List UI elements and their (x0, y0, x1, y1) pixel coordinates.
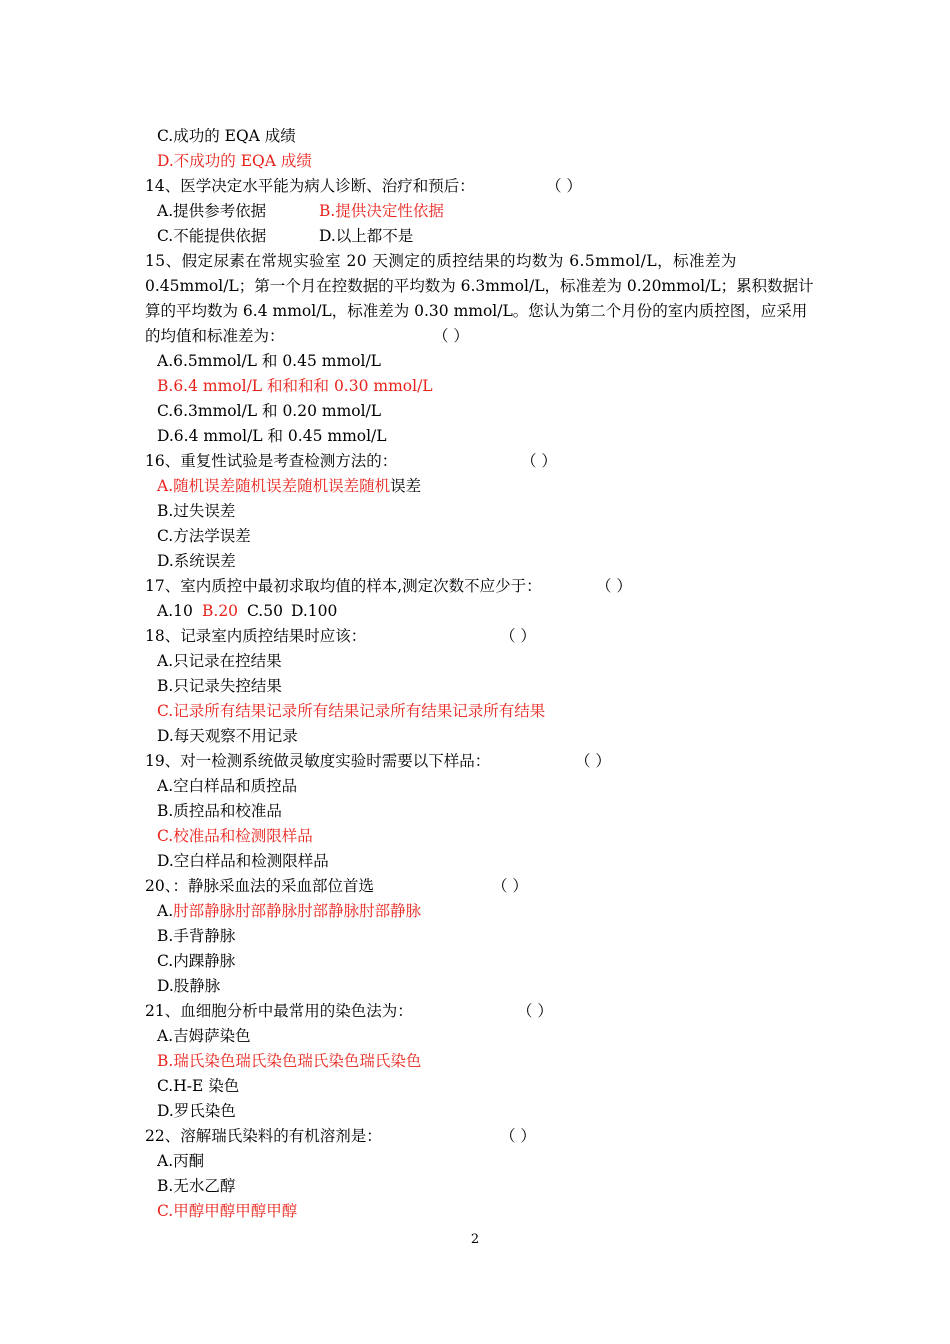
q13-option-d-answer: D.不成功的 EQA 成绩 (157, 152, 312, 170)
q16-option-a (157, 476, 421, 496)
q16-option-c: C.方法学误差 (157, 527, 251, 545)
q21-option-a: A.吉姆萨染色 (157, 1027, 251, 1045)
question-22: 22、溶解瑞氏染料的有机溶剂是： (145, 1127, 382, 1145)
q14-option-d: D.以上都不是 (319, 227, 414, 245)
q22-option-b: B.无水乙醇 (157, 1177, 236, 1195)
q19-option-d: D.空白样品和检测限样品 (157, 852, 329, 870)
q18-option-d: D.每天观察不用记录 (157, 727, 298, 745)
question-15-line-2: 0.45mmol/L；第一个月在控数据的平均数为 6.3mmol/L，标准差为 0.20mmol/L；累积数据计 (145, 277, 814, 295)
question-15-line-3: 算的平均数为 6.4 mmol/L，标准差为 0.30 mmol/L。您认为第二个月份的室内质控图，应采用 (145, 302, 808, 320)
q18-option-c-answer: C.记录所有结果记录所有结果记录所有结果记录所有结果 (157, 702, 546, 720)
q14-option-c: C.不能提供依据 (157, 227, 267, 245)
q19-option-c-answer: C.校准品和检测限样品 (157, 827, 313, 845)
question-19: 19、对一检测系统做灵敏度实验时需要以下样品： (145, 752, 491, 770)
q20-option-a (157, 901, 421, 921)
answer-paren: （ ） (500, 627, 536, 645)
q21-option-d: D.罗氏染色 (157, 1102, 236, 1120)
q17-option-b-answer: B.20 (202, 602, 239, 620)
q22-option-c-answer: C.甲醇甲醇甲醇甲醇 (157, 1202, 298, 1220)
q17-option-a: A.10 (157, 602, 193, 620)
q20-option-d: D.股静脉 (157, 977, 221, 995)
q18-option-a: A.只记录在控结果 (157, 652, 282, 670)
answer-paren: （ ） (596, 577, 632, 595)
q19-option-b: B.质控品和校准品 (157, 802, 282, 820)
question-18: 18、记录室内质控结果时应该： (145, 627, 367, 645)
q20-option-c: C.内踝静脉 (157, 952, 236, 970)
q15-option-a: A.6.5mmol/L 和 0.45 mmol/L (157, 352, 381, 370)
answer-paren: （ ） (517, 1002, 553, 1020)
q17-option-c: C.50 (247, 602, 283, 620)
q15-option-d: D.6.4 mmol/L 和 0.45 mmol/L (157, 427, 387, 445)
answer-paren: （ ） (492, 877, 528, 895)
question-16: 16、重复性试验是考查检测方法的： (145, 452, 398, 470)
q21-option-b-answer: B.瑞氏染色瑞氏染色瑞氏染色瑞氏染色 (157, 1052, 422, 1070)
q18-option-b: B.只记录失控结果 (157, 677, 282, 695)
question-14: 14、医学决定水平能为病人诊断、治疗和预后： (145, 177, 475, 195)
question-15-line-4: 的均值和标准差为： (145, 327, 285, 345)
q16-option-a-answer: A.随机误差随机误差随机误差随机 (157, 477, 391, 495)
question-15-line-1: 15、假定尿素在常规实验室 20 天测定的质控结果的均数为 6.5mmol/L，标准差为 (145, 252, 737, 270)
q20-option-b: B.手背静脉 (157, 927, 236, 945)
q19-option-a: A.空白样品和质控品 (157, 777, 298, 795)
q17-option-d: D.100 (291, 602, 338, 620)
page-number: 2 (470, 1232, 480, 1247)
q20-option-a-answer: 肘部静脉肘部静脉肘部静脉肘部静脉 (173, 902, 422, 920)
q14-option-b-answer: B.提供决定性依据 (319, 202, 444, 220)
question-20: 20、：静脉采血法的采血部位首选 (145, 877, 374, 895)
answer-paren: （ ） (433, 327, 469, 345)
question-17: 17、室内质控中最初求取均值的样本,测定次数不应少于： (145, 577, 542, 595)
q22-option-a: A.丙酮 (157, 1152, 205, 1170)
q13-option-c: C.成功的 EQA 成绩 (157, 127, 296, 145)
q16-option-d: D.系统误差 (157, 552, 236, 570)
q20-option-a-prefix: A. (157, 902, 174, 920)
q21-option-c: C.H-E 染色 (157, 1077, 240, 1095)
answer-paren: （ ） (500, 1127, 536, 1145)
q15-option-c: C.6.3mmol/L 和 0.20 mmol/L (157, 402, 382, 420)
answer-paren: （ ） (546, 177, 582, 195)
q16-option-a-tail: 误差 (390, 477, 422, 495)
answer-paren: （ ） (575, 752, 611, 770)
question-21: 21、血细胞分析中最常用的染色法为： (145, 1002, 413, 1020)
q16-option-b: B.过失误差 (157, 502, 236, 520)
answer-paren: （ ） (521, 452, 557, 470)
q14-option-a: A.提供参考依据 (157, 202, 267, 220)
q15-option-b-answer: B.6.4 mmol/L 和和和和 0.30 mmol/L (157, 377, 433, 395)
